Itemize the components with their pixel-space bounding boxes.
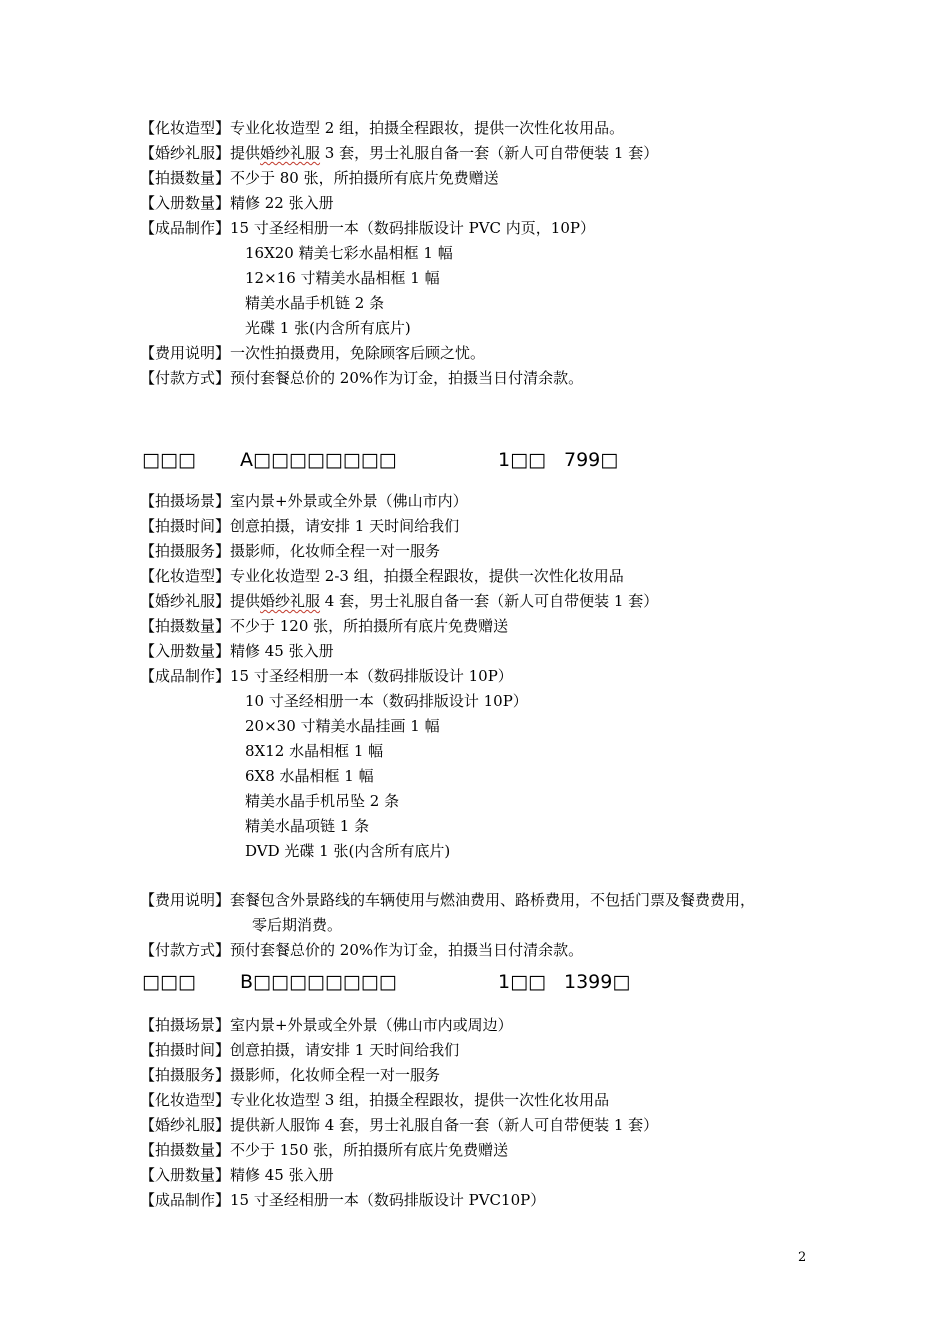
text-line: 【拍摄服务】摄影师，化妆师全程一对一服务	[140, 1066, 441, 1084]
text-line: 【付款方式】预付套餐总价的 20%作为订金，拍摄当日付清余款。	[140, 941, 584, 959]
text-line: 精美水晶手机链 2 条	[245, 294, 385, 312]
text-line: 8X12 水晶相框 1 幅	[245, 742, 384, 760]
text-line: 【入册数量】精修 45 张入册	[140, 642, 334, 660]
text-line: 【拍摄场景】室内景+外景或全外景（佛山市内）	[140, 492, 468, 510]
text-line: 精美水晶手机吊坠 2 条	[245, 792, 400, 810]
text-line: 【成品制作】15 寸圣经相册一本（数码排版设计 10P）	[140, 667, 513, 685]
text-line: 【拍摄服务】摄影师，化妆师全程一对一服务	[140, 542, 441, 560]
text-line: 【拍摄时间】创意拍摄，请安排 1 天时间给我们	[140, 517, 460, 535]
text-line: 【成品制作】15 寸圣经相册一本（数码排版设计 PVC 内页，10P）	[140, 219, 595, 237]
text-line	[140, 143, 658, 163]
text-line: 光碟 1 张(内含所有底片)	[245, 319, 411, 337]
line-suffix: 4 套，男士礼服自备一套（新人可自带便装 1 套）	[320, 592, 659, 610]
text-line: 【婚纱礼服】提供新人服饰 4 套，男士礼服自备一套（新人可自带便装 1 套）	[140, 1116, 659, 1134]
text-line: 【入册数量】精修 45 张入册	[140, 1166, 334, 1184]
heading-col-3: 1□□	[498, 971, 546, 993]
heading-col-4: 1399□	[564, 971, 631, 993]
heading-col-2: B□□□□□□□□	[240, 971, 397, 993]
text-line: 【拍摄时间】创意拍摄，请安排 1 天时间给我们	[140, 1041, 460, 1059]
heading-col-1: □□□	[142, 449, 196, 471]
text-line: 【入册数量】精修 22 张入册	[140, 194, 334, 212]
line-suffix: 3 套，男士礼服自备一套（新人可自带便装 1 套）	[320, 144, 659, 162]
line-prefix: 【婚纱礼服】提供	[140, 144, 261, 162]
heading-col-4: 799□	[564, 449, 619, 471]
text-line: 6X8 水晶相框 1 幅	[245, 767, 374, 785]
text-line: 【费用说明】套餐包含外景路线的车辆使用与燃油费用、路桥费用，不包括门票及餐费费用，	[140, 891, 756, 909]
page-number: 2	[798, 1250, 807, 1265]
line-prefix: 【婚纱礼服】提供	[140, 592, 261, 610]
spellcheck-highlight: 婚纱礼服	[260, 592, 321, 610]
text-line: 【拍摄数量】不少于 150 张，所拍摄所有底片免费赠送	[140, 1141, 509, 1159]
text-line: DVD 光碟 1 张(内含所有底片)	[245, 842, 451, 860]
text-line: 【化妆造型】专业化妆造型 3 组，拍摄全程跟妆，提供一次性化妆用品	[140, 1091, 610, 1109]
text-line: 【拍摄数量】不少于 120 张，所拍摄所有底片免费赠送	[140, 617, 509, 635]
text-line: 10 寸圣经相册一本（数码排版设计 10P）	[245, 692, 528, 710]
text-line: 12×16 寸精美水晶相框 1 幅	[245, 269, 440, 287]
text-line: 20×30 寸精美水晶挂画 1 幅	[245, 717, 440, 735]
heading-col-1: □□□	[142, 971, 196, 993]
text-line	[140, 591, 658, 611]
heading-col-2: A□□□□□□□□	[240, 449, 397, 471]
text-line: 精美水晶项链 1 条	[245, 817, 370, 835]
text-line: 【费用说明】一次性拍摄费用，免除顾客后顾之忧。	[140, 344, 486, 362]
text-line: 16X20 精美七彩水晶相框 1 幅	[245, 244, 453, 262]
spellcheck-highlight: 婚纱礼服	[260, 144, 321, 162]
text-line: 零后期消费。	[252, 916, 343, 934]
text-line: 【化妆造型】专业化妆造型 2 组，拍摄全程跟妆，提供一次性化妆用品。	[140, 119, 625, 137]
heading-col-3: 1□□	[498, 449, 546, 471]
text-line: 【拍摄场景】室内景+外景或全外景（佛山市内或周边）	[140, 1016, 513, 1034]
text-line: 【拍摄数量】不少于 80 张，所拍摄所有底片免费赠送	[140, 169, 499, 187]
text-line: 【付款方式】预付套餐总价的 20%作为订金，拍摄当日付清余款。	[140, 369, 584, 387]
text-line: 【成品制作】15 寸圣经相册一本（数码排版设计 PVC10P）	[140, 1191, 546, 1209]
text-line: 【化妆造型】专业化妆造型 2-3 组，拍摄全程跟妆，提供一次性化妆用品	[140, 567, 624, 585]
